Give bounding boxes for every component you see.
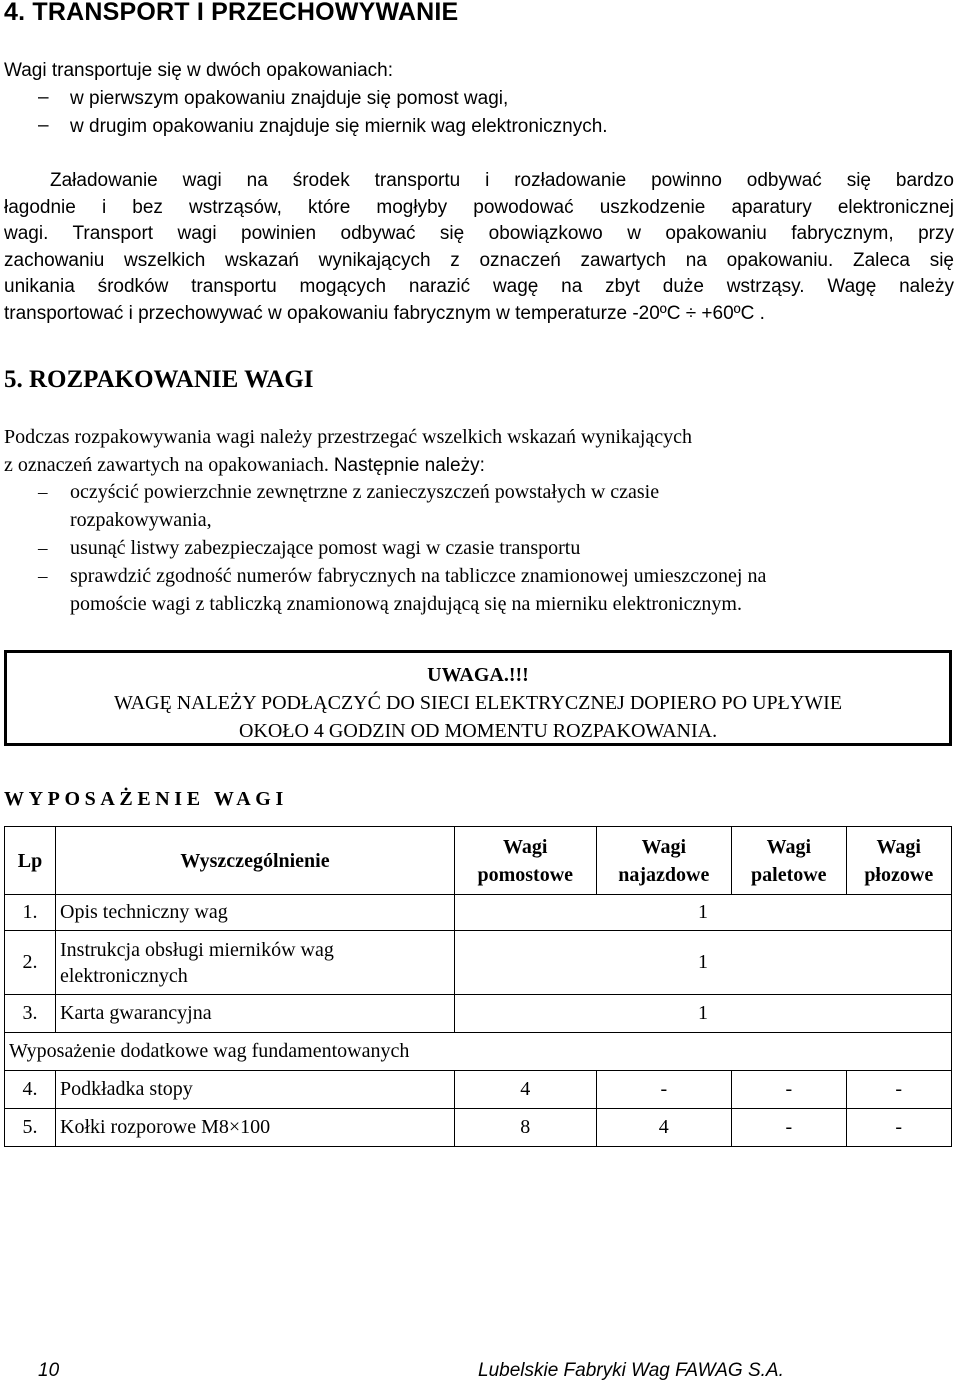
bullet-dash: – bbox=[38, 115, 49, 136]
equipment-heading: WYPOSAŻENIE WAGI bbox=[4, 788, 288, 810]
footer-company: Lubelskie Fabryki Wag FAWAG S.A. bbox=[478, 1360, 784, 1381]
header-col-4 bbox=[846, 827, 951, 895]
cell-value: 1 bbox=[455, 931, 952, 995]
section-4-intro: Wagi transportuje się w dwóch opakowaniach: bbox=[4, 60, 393, 81]
cell-name: Kołki rozporowe M8×100 bbox=[56, 1109, 455, 1147]
paragraph-line: łagodnie i bez wstrząsów, które mogłyby powodować uszkodzenie aparatury elektronicznej bbox=[4, 196, 954, 218]
cell-lp: 4. bbox=[5, 1071, 56, 1109]
cell-name: Opis techniczny wag bbox=[56, 895, 455, 931]
cell-value: 4 bbox=[596, 1109, 732, 1147]
warning-line: WAGĘ NALEŻY PODŁĄCZYĆ DO SIECI ELEKTRYCZNEJ DOPIERO PO UPŁYWIE bbox=[113, 692, 843, 714]
section-5-paragraph-line-2 bbox=[4, 454, 485, 477]
paragraph-line: unikania środków transportu mogących narazić wagę na zbyt duże wstrząsy. Wagę należy bbox=[4, 276, 954, 298]
paragraph-line: wagi. Transport wagi powinien odbywać się obowiązkowo w opakowaniu fabrycznym, przy bbox=[4, 223, 954, 245]
table-row bbox=[5, 1109, 952, 1147]
list-item: oczyścić powierzchnie zewnętrzne z zanieczyszczeń powstałych w czasie bbox=[70, 481, 660, 503]
paragraph-line: transportować i przechowywać w opakowaniu fabrycznym w temperaturze -20ºC ÷ +60ºC . bbox=[4, 302, 765, 324]
cell-lp: 1. bbox=[5, 895, 56, 931]
paragraph-line: Załadowanie wagi na środek transportu i rozładowanie powinno odbywać się bardzo bbox=[50, 170, 954, 191]
cell-lp: 2. bbox=[5, 931, 56, 995]
cell-value: 8 bbox=[455, 1109, 597, 1147]
cell-name: Instrukcja obsługi mierników wag elektronicznych bbox=[56, 931, 455, 995]
table-row bbox=[5, 931, 952, 995]
header-col-2 bbox=[596, 827, 732, 895]
header-text: Wagi bbox=[503, 835, 548, 858]
cell-value: - bbox=[732, 1109, 846, 1147]
cell-lp: 5. bbox=[5, 1109, 56, 1147]
cell-subheader: Wyposażenie dodatkowe wag fundamentowanych bbox=[5, 1033, 952, 1071]
bullet-dash: – bbox=[38, 566, 48, 587]
list-item-continuation: rozpakowywania, bbox=[70, 509, 212, 531]
section-4-heading: 4. TRANSPORT I PRZECHOWYWANIE bbox=[4, 0, 459, 26]
list-item: w drugim opakowaniu znajduje się miernik wag elektronicznych. bbox=[70, 116, 608, 137]
table-row bbox=[5, 995, 952, 1033]
header-col-1 bbox=[455, 827, 597, 895]
header-text: Wagi bbox=[876, 835, 921, 858]
cell-value: 1 bbox=[455, 995, 952, 1033]
list-item: w pierwszym opakowaniu znajduje się pomost wagi, bbox=[70, 88, 509, 109]
table-row bbox=[5, 1071, 952, 1109]
cell-name: Podkładka stopy bbox=[56, 1071, 455, 1109]
header-text: najazdowe bbox=[618, 863, 710, 886]
header-lp: Lp bbox=[5, 827, 56, 895]
warning-line: OKOŁO 4 GODZIN OD MOMENTU ROZPAKOWANIA. bbox=[238, 720, 718, 742]
paragraph-text: z oznaczeń zawartych na opakowaniach. bbox=[4, 454, 334, 476]
header-text: paletowe bbox=[751, 863, 827, 886]
list-item-continuation: pomoście wagi z tabliczką znamionową znajdującą się na mierniku elektronicznym. bbox=[70, 593, 742, 615]
section-5-heading: 5. ROZPAKOWANIE WAGI bbox=[4, 366, 314, 393]
header-col-3 bbox=[732, 827, 846, 895]
header-text: Wagi bbox=[641, 835, 687, 858]
header-name: Wyszczególnienie bbox=[56, 827, 455, 895]
bullet-dash: – bbox=[38, 482, 48, 503]
equipment-table bbox=[4, 826, 952, 1147]
table-subheader-row bbox=[5, 1033, 952, 1071]
list-item: usunąć listwy zabezpieczające pomost wagi w czasie transportu bbox=[70, 537, 581, 559]
cell-value: - bbox=[846, 1109, 951, 1147]
cell-value: 4 bbox=[455, 1071, 597, 1109]
paragraph-line: zachowaniu wszelkich wskazań wynikających z oznaczeń zawartych na opakowaniu. Zaleca się bbox=[4, 249, 954, 271]
cell-lp: 3. bbox=[5, 995, 56, 1033]
warning-box bbox=[4, 650, 952, 746]
header-text: Wagi bbox=[766, 835, 812, 858]
bullet-dash: – bbox=[38, 87, 49, 108]
header-text: płozowe bbox=[864, 863, 934, 886]
header-text: pomostowe bbox=[477, 863, 574, 886]
footer-page-number: 10 bbox=[38, 1360, 60, 1381]
list-item: sprawdzić zgodność numerów fabrycznych na tabliczce znamionowej umieszczonej na bbox=[70, 565, 767, 587]
table-header-row bbox=[5, 827, 952, 895]
section-4-paragraph bbox=[4, 168, 954, 328]
table-row bbox=[5, 895, 952, 931]
cell-value: - bbox=[732, 1071, 846, 1109]
warning-title: UWAGA.!!! bbox=[427, 664, 529, 686]
section-5-paragraph-line-1: Podczas rozpakowywania wagi należy przestrzegać wszelkich wskazań wynikających bbox=[4, 426, 693, 448]
cell-value: - bbox=[846, 1071, 951, 1109]
cell-name: Karta gwarancyjna bbox=[56, 995, 455, 1033]
cell-value: - bbox=[596, 1071, 732, 1109]
bullet-dash: – bbox=[38, 538, 48, 559]
cell-value: 1 bbox=[455, 895, 952, 931]
paragraph-text: Następnie należy: bbox=[333, 455, 485, 476]
